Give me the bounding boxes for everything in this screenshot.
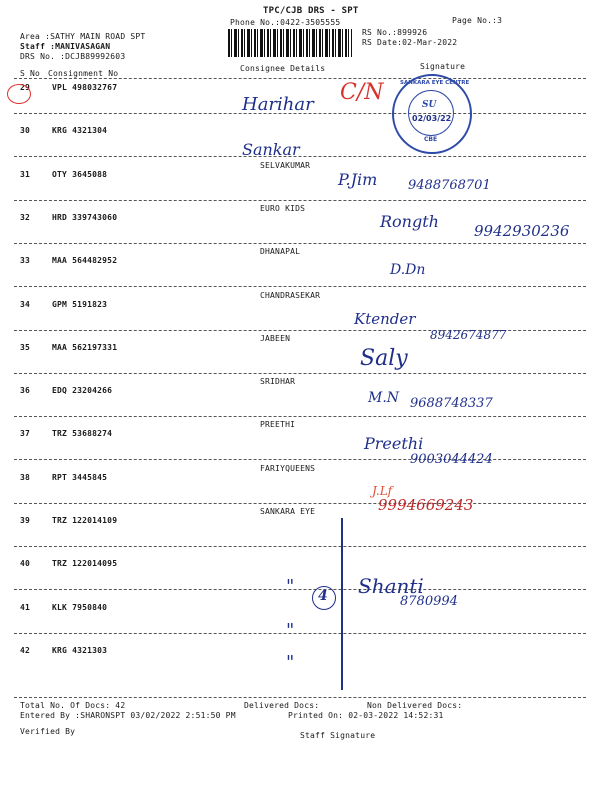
rs-date: RS Date:02-Mar-2022: [362, 38, 458, 47]
row-consignment-no: KRG 4321303: [52, 646, 108, 655]
phone-number: Phone No.:0422-3505555: [230, 18, 341, 27]
r32-signature: Rongth: [380, 212, 439, 231]
non-delivered-docs: Non Delivered Docs:: [367, 701, 463, 710]
verified-by: Verified By: [20, 727, 76, 736]
barcode: [228, 29, 352, 57]
row-divider: [14, 503, 586, 504]
row-sno: 33: [20, 256, 31, 265]
staff-signature: Staff Signature: [300, 731, 376, 740]
staff-label: Staff :MANIVASAGAN: [20, 42, 111, 51]
row-consignment-no: MAA 564482952: [52, 256, 118, 265]
row-consignment-no: HRD 339743060: [52, 213, 118, 222]
row-divider: [14, 633, 586, 634]
r40-signature: Shanti: [358, 574, 424, 598]
r36-signature: M.N: [368, 390, 400, 406]
circled-count: 4: [318, 588, 328, 604]
row-divider: [14, 286, 586, 287]
row-consignment-no: EDQ 23204266: [52, 386, 113, 395]
row-consignee: SELVAKUMAR: [260, 161, 311, 170]
area-label: Area :SATHY MAIN ROAD SPT: [20, 32, 146, 41]
r31-signature: P.Jim: [338, 170, 378, 189]
entered-by: Entered By :SHARONSPT 03/02/2022 2:51:50 PM: [20, 711, 236, 720]
rs-number: RS No.:899926: [362, 28, 428, 37]
row-divider: [14, 156, 586, 157]
row-consignee: FARIYQUEENS: [260, 464, 316, 473]
row-divider: [14, 589, 586, 590]
drs-number: DRS No. :DCJB89992603: [20, 52, 126, 61]
bracket-line: [341, 518, 343, 690]
row-consignment-no: MAA 562197331: [52, 343, 118, 352]
row-sno: 34: [20, 300, 31, 309]
header-divider: [14, 78, 586, 79]
document-title: TPC/CJB DRS - SPT: [263, 6, 359, 16]
row-consignee: SANKARA EYE: [260, 507, 316, 516]
col-consignee: Consignee Details: [240, 64, 326, 73]
r35-signature: Saly: [360, 346, 408, 371]
footer-divider: [14, 697, 586, 698]
r38-phone: 9994669243: [378, 496, 474, 514]
row-consignee: JABEEN: [260, 334, 291, 343]
row-consignee: CHANDRASEKAR: [260, 291, 321, 300]
row-sno: 32: [20, 213, 31, 222]
page-number: Page No.:3: [452, 16, 503, 25]
row-divider: [14, 200, 586, 201]
r34-signature: Ktender: [354, 310, 416, 328]
row-sno: 29: [20, 83, 31, 92]
row-sno: 31: [20, 170, 31, 179]
row-consignee: EURO KIDS: [260, 204, 306, 213]
row-divider: [14, 546, 586, 547]
r36-phone: 9688748337: [410, 396, 493, 411]
row-divider: [14, 373, 586, 374]
row-sno: 36: [20, 386, 31, 395]
row-consignment-no: OTY 3645088: [52, 170, 108, 179]
delivered-docs: Delivered Docs:: [244, 701, 320, 710]
r37-phone: 9003044424: [410, 452, 493, 467]
r32-phone: 9942930236: [474, 222, 570, 240]
stamp-initials: SU: [422, 100, 437, 110]
stamp-city: CBE: [424, 136, 438, 143]
r30-handwritten-name: Sankar: [242, 140, 300, 159]
ditto-mark-41: ": [286, 620, 295, 641]
row-consignee: PREETHI: [260, 420, 296, 429]
ditto-mark-42: ": [286, 652, 295, 673]
row-consignment-no: RPT 3445845: [52, 473, 108, 482]
row-divider: [14, 243, 586, 244]
stamp-date: 02/03/22: [412, 114, 452, 123]
row-consignee: DHANAPAL: [260, 247, 301, 256]
row-consignment-no: TRZ 122014095: [52, 559, 118, 568]
row-consignment-no: VPL 498032767: [52, 83, 118, 92]
row-sno: 39: [20, 516, 31, 525]
row-sno: 42: [20, 646, 31, 655]
row-consignment-no: KRG 4321304: [52, 126, 108, 135]
r31-phone: 9488768701: [408, 178, 491, 193]
col-consignment: Consignment No: [48, 69, 119, 78]
row-consignment-no: TRZ 122014109: [52, 516, 118, 525]
row-consignment-no: KLK 7950840: [52, 603, 108, 612]
row-divider: [14, 416, 586, 417]
r29-red-mark: C/N: [340, 80, 384, 105]
row-divider: [14, 459, 586, 460]
row-consignee: SRIDHAR: [260, 377, 296, 386]
row-consignment-no: GPM 5191823: [52, 300, 108, 309]
r38-signature: J.Lf: [372, 484, 393, 498]
row-sno: 35: [20, 343, 31, 352]
r34-phone: 8942674877: [430, 328, 507, 342]
r29-handwritten-name: Harihar: [242, 94, 314, 115]
r37-signature: Preethi: [364, 434, 424, 453]
row-consignment-no: TRZ 53688274: [52, 429, 113, 438]
row-29-red-circle: [7, 84, 31, 104]
row-sno: 38: [20, 473, 31, 482]
ditto-mark-40: ": [286, 576, 295, 597]
printed-on: Printed On: 02-03-2022 14:52:31: [288, 711, 444, 720]
col-sno: S No: [20, 69, 41, 78]
stamp-top-text: SANKARA EYE CENTRE: [400, 80, 470, 86]
stamp-inner-ring: [408, 90, 454, 136]
col-signature: Signature: [420, 62, 466, 71]
r40-phone: 8780994: [400, 594, 458, 609]
sankara-eye-centre-stamp: [392, 74, 472, 154]
row-sno: 30: [20, 126, 31, 135]
total-docs: Total No. Of Docs: 42: [20, 701, 126, 710]
row-sno: 40: [20, 559, 31, 568]
row-sno: 37: [20, 429, 31, 438]
r33-signature: D.Dn: [390, 262, 426, 278]
row-sno: 41: [20, 603, 31, 612]
